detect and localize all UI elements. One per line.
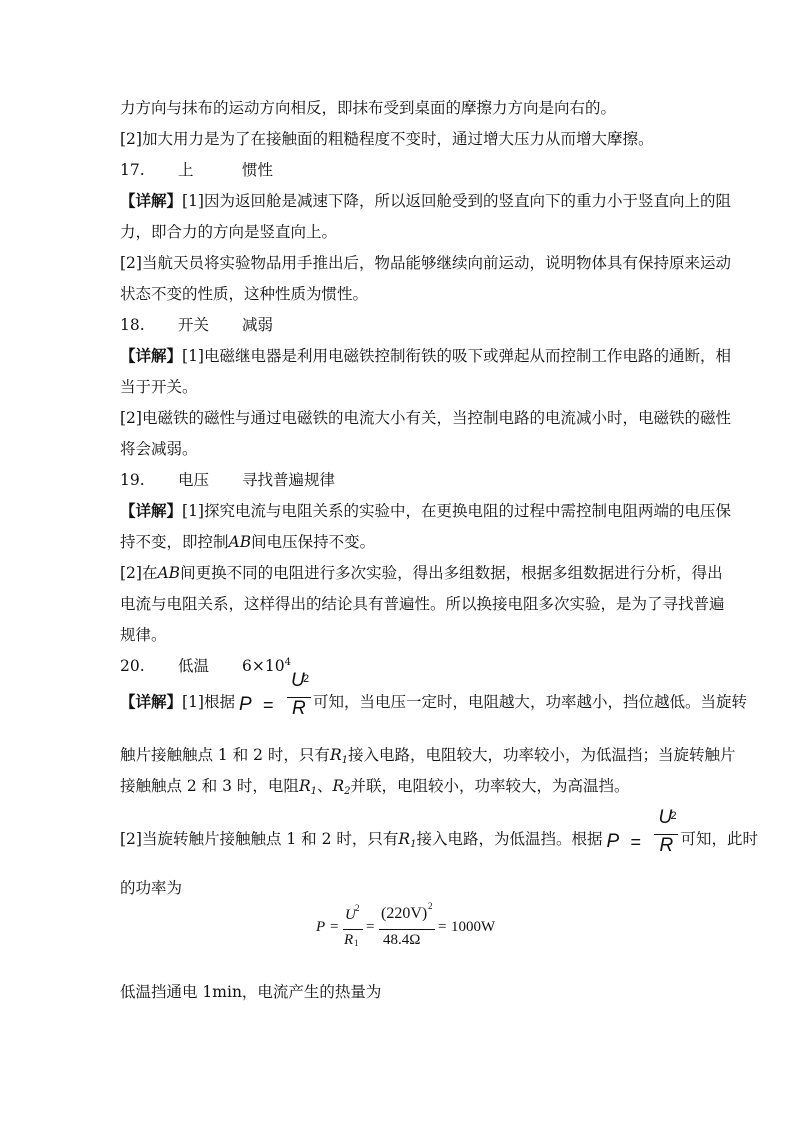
answer-row-17 — [120, 160, 273, 180]
answer-1: 上 — [178, 161, 194, 179]
symbol-exp: 2 — [302, 673, 310, 685]
paragraph-line: [2]加大用力是为了在接触面的粗糙程度不变时，通过增大压力从而增大摩擦。 — [120, 130, 654, 148]
subscript: 1 — [410, 839, 417, 850]
answer-row-20 — [120, 656, 291, 676]
symbol-r1: R — [298, 777, 311, 795]
detail-label: 【详解】 — [120, 191, 183, 210]
explanation-line: 将会减弱。 — [120, 440, 198, 458]
symbol-u: U — [658, 807, 673, 828]
eq-num1: U — [345, 907, 356, 923]
detail-label: 【详解】 — [120, 692, 183, 711]
symbol-r1: R — [398, 830, 411, 848]
answer-2: 寻找普遍规律 — [242, 471, 336, 489]
power-formula — [235, 670, 313, 719]
explanation-line — [120, 745, 736, 765]
symbol-r: R — [659, 835, 674, 856]
text: [2]在 — [120, 564, 158, 582]
symbol-eq: = — [630, 832, 641, 852]
eq-sign: = — [438, 919, 447, 935]
symbol-eq: = — [262, 695, 274, 715]
eq-sign: = — [330, 919, 339, 935]
explanation-line: 状态不变的性质，这种性质为惯性。 — [120, 285, 369, 303]
eq-num1-exp: 2 — [355, 903, 360, 913]
explanation-line: 力，即合力的方向是竖直向上。 — [120, 223, 338, 241]
explanation-text: [1]探究电流与电阻关系的实验中，在更换电阻的过程中需控制电阻两端的电压保 — [182, 502, 731, 520]
paragraph-line: 力方向与抹布的运动方向相反，即抹布受到桌面的摩擦力方向是向右的。 — [120, 99, 617, 117]
eq-lhs: P — [316, 919, 326, 935]
explanation-line: [2]电磁铁的磁性与通过电磁铁的电流大小有关，当控制电路的电流减小时，电磁铁的磁性 — [120, 409, 731, 427]
explanation-text: [1]因为返回舱是减速下降，所以返回舱受到的竖直向下的重力小于竖直向上的阻 — [182, 192, 731, 210]
explanation-line: 当于开关。 — [120, 378, 198, 396]
explanation-line — [120, 670, 747, 719]
text: 可知，当电压一定时，电阻越大，功率越小，挡位越低。当旋转 — [312, 693, 747, 711]
answer-2: 减弱 — [242, 316, 274, 334]
symbol-r1: R — [329, 746, 342, 764]
power-formula — [602, 807, 680, 856]
answer-base: 6×10 — [242, 657, 285, 675]
text: 触片接触触点 1 和 2 时，只有 — [120, 746, 330, 764]
explanation-line: 电流与电阻关系，这样得出的结论具有普遍性。所以换接电阻多次实验，是为了寻找普遍 — [120, 595, 725, 613]
eq-den2: 48.4Ω — [383, 932, 421, 948]
fraction-bar — [343, 929, 363, 930]
subscript: 1 — [341, 755, 348, 766]
explanation-line: [2]当航天员将实验物品用手推出后，物品能够继续向前运动，说明物体具有保持原来运动 — [120, 254, 731, 272]
symbol-u: U — [290, 670, 305, 691]
text: 间电压保持不变。 — [251, 533, 376, 551]
explanation-text: [1]电磁继电器是利用电磁铁控制衔铁的吸下或弹起从而控制工作电路的通断，相 — [182, 347, 731, 365]
explanation-line — [120, 501, 731, 521]
subscript: 2 — [344, 786, 351, 797]
explanation-line — [120, 191, 731, 211]
answer-2 — [242, 657, 291, 675]
text: [1]根据 — [182, 693, 235, 711]
text: 接入电路，电阻较大，功率较小，为低温挡；当旋转触片 — [347, 746, 736, 764]
question-number: 18. — [120, 316, 145, 334]
symbol-r: R — [291, 698, 306, 719]
subscript: 1 — [310, 786, 317, 797]
symbol-exp: 2 — [670, 810, 677, 822]
fraction-bar — [379, 929, 435, 930]
question-number: 19. — [120, 471, 145, 489]
text: 、 — [316, 777, 333, 795]
text: 可知，此时 — [680, 830, 758, 848]
eq-sign: = — [366, 919, 375, 935]
explanation-line: 规律。 — [120, 626, 167, 644]
explanation-line — [120, 346, 731, 366]
text: [2]当旋转触片接触触点 1 和 2 时，只有 — [120, 830, 399, 848]
power-equation — [316, 901, 516, 953]
explanation-line — [120, 532, 375, 552]
answer-1: 低温 — [178, 657, 210, 675]
text: 接触触点 2 和 3 时，电阻 — [120, 777, 299, 795]
eq-num2: (220V) — [381, 905, 428, 922]
answer-2: 惯性 — [242, 161, 274, 179]
symbol-p: P — [238, 694, 252, 715]
eq-den1-sub: 1 — [354, 938, 359, 948]
explanation-line: 低温挡通电 1min，电流产生的热量为 — [120, 983, 382, 1001]
eq-result: 1000W — [451, 919, 496, 935]
detail-label: 【详解】 — [120, 346, 183, 365]
answer-row-19 — [120, 470, 335, 490]
detail-label: 【详解】 — [120, 501, 183, 520]
explanation-line: 的功率为 — [120, 879, 183, 897]
answer-exponent: 4 — [284, 657, 291, 668]
answer-row-18 — [120, 315, 273, 335]
variable-ab: AB — [157, 564, 181, 582]
text: 接入电路，为低温挡。根据 — [416, 830, 603, 848]
text: 间更换不同的电阻进行多次实验，得出多组数据，根据多组数据进行分析，得出 — [180, 564, 723, 582]
question-number: 20. — [120, 657, 145, 675]
answer-1: 开关 — [178, 316, 210, 334]
question-number: 17. — [120, 161, 145, 179]
symbol-p: P — [606, 831, 620, 852]
eq-den1: R — [344, 932, 354, 948]
text: 并联，电阻较小，功率较大，为高温挡。 — [350, 777, 630, 795]
eq-num2-exp: 2 — [428, 901, 433, 911]
variable-ab: AB — [228, 533, 252, 551]
answer-1: 电压 — [178, 471, 210, 489]
explanation-line — [120, 563, 723, 583]
symbol-r2: R — [332, 777, 345, 795]
explanation-line — [120, 776, 630, 796]
text: 持不变，即控制 — [120, 533, 229, 551]
explanation-line — [120, 807, 758, 856]
